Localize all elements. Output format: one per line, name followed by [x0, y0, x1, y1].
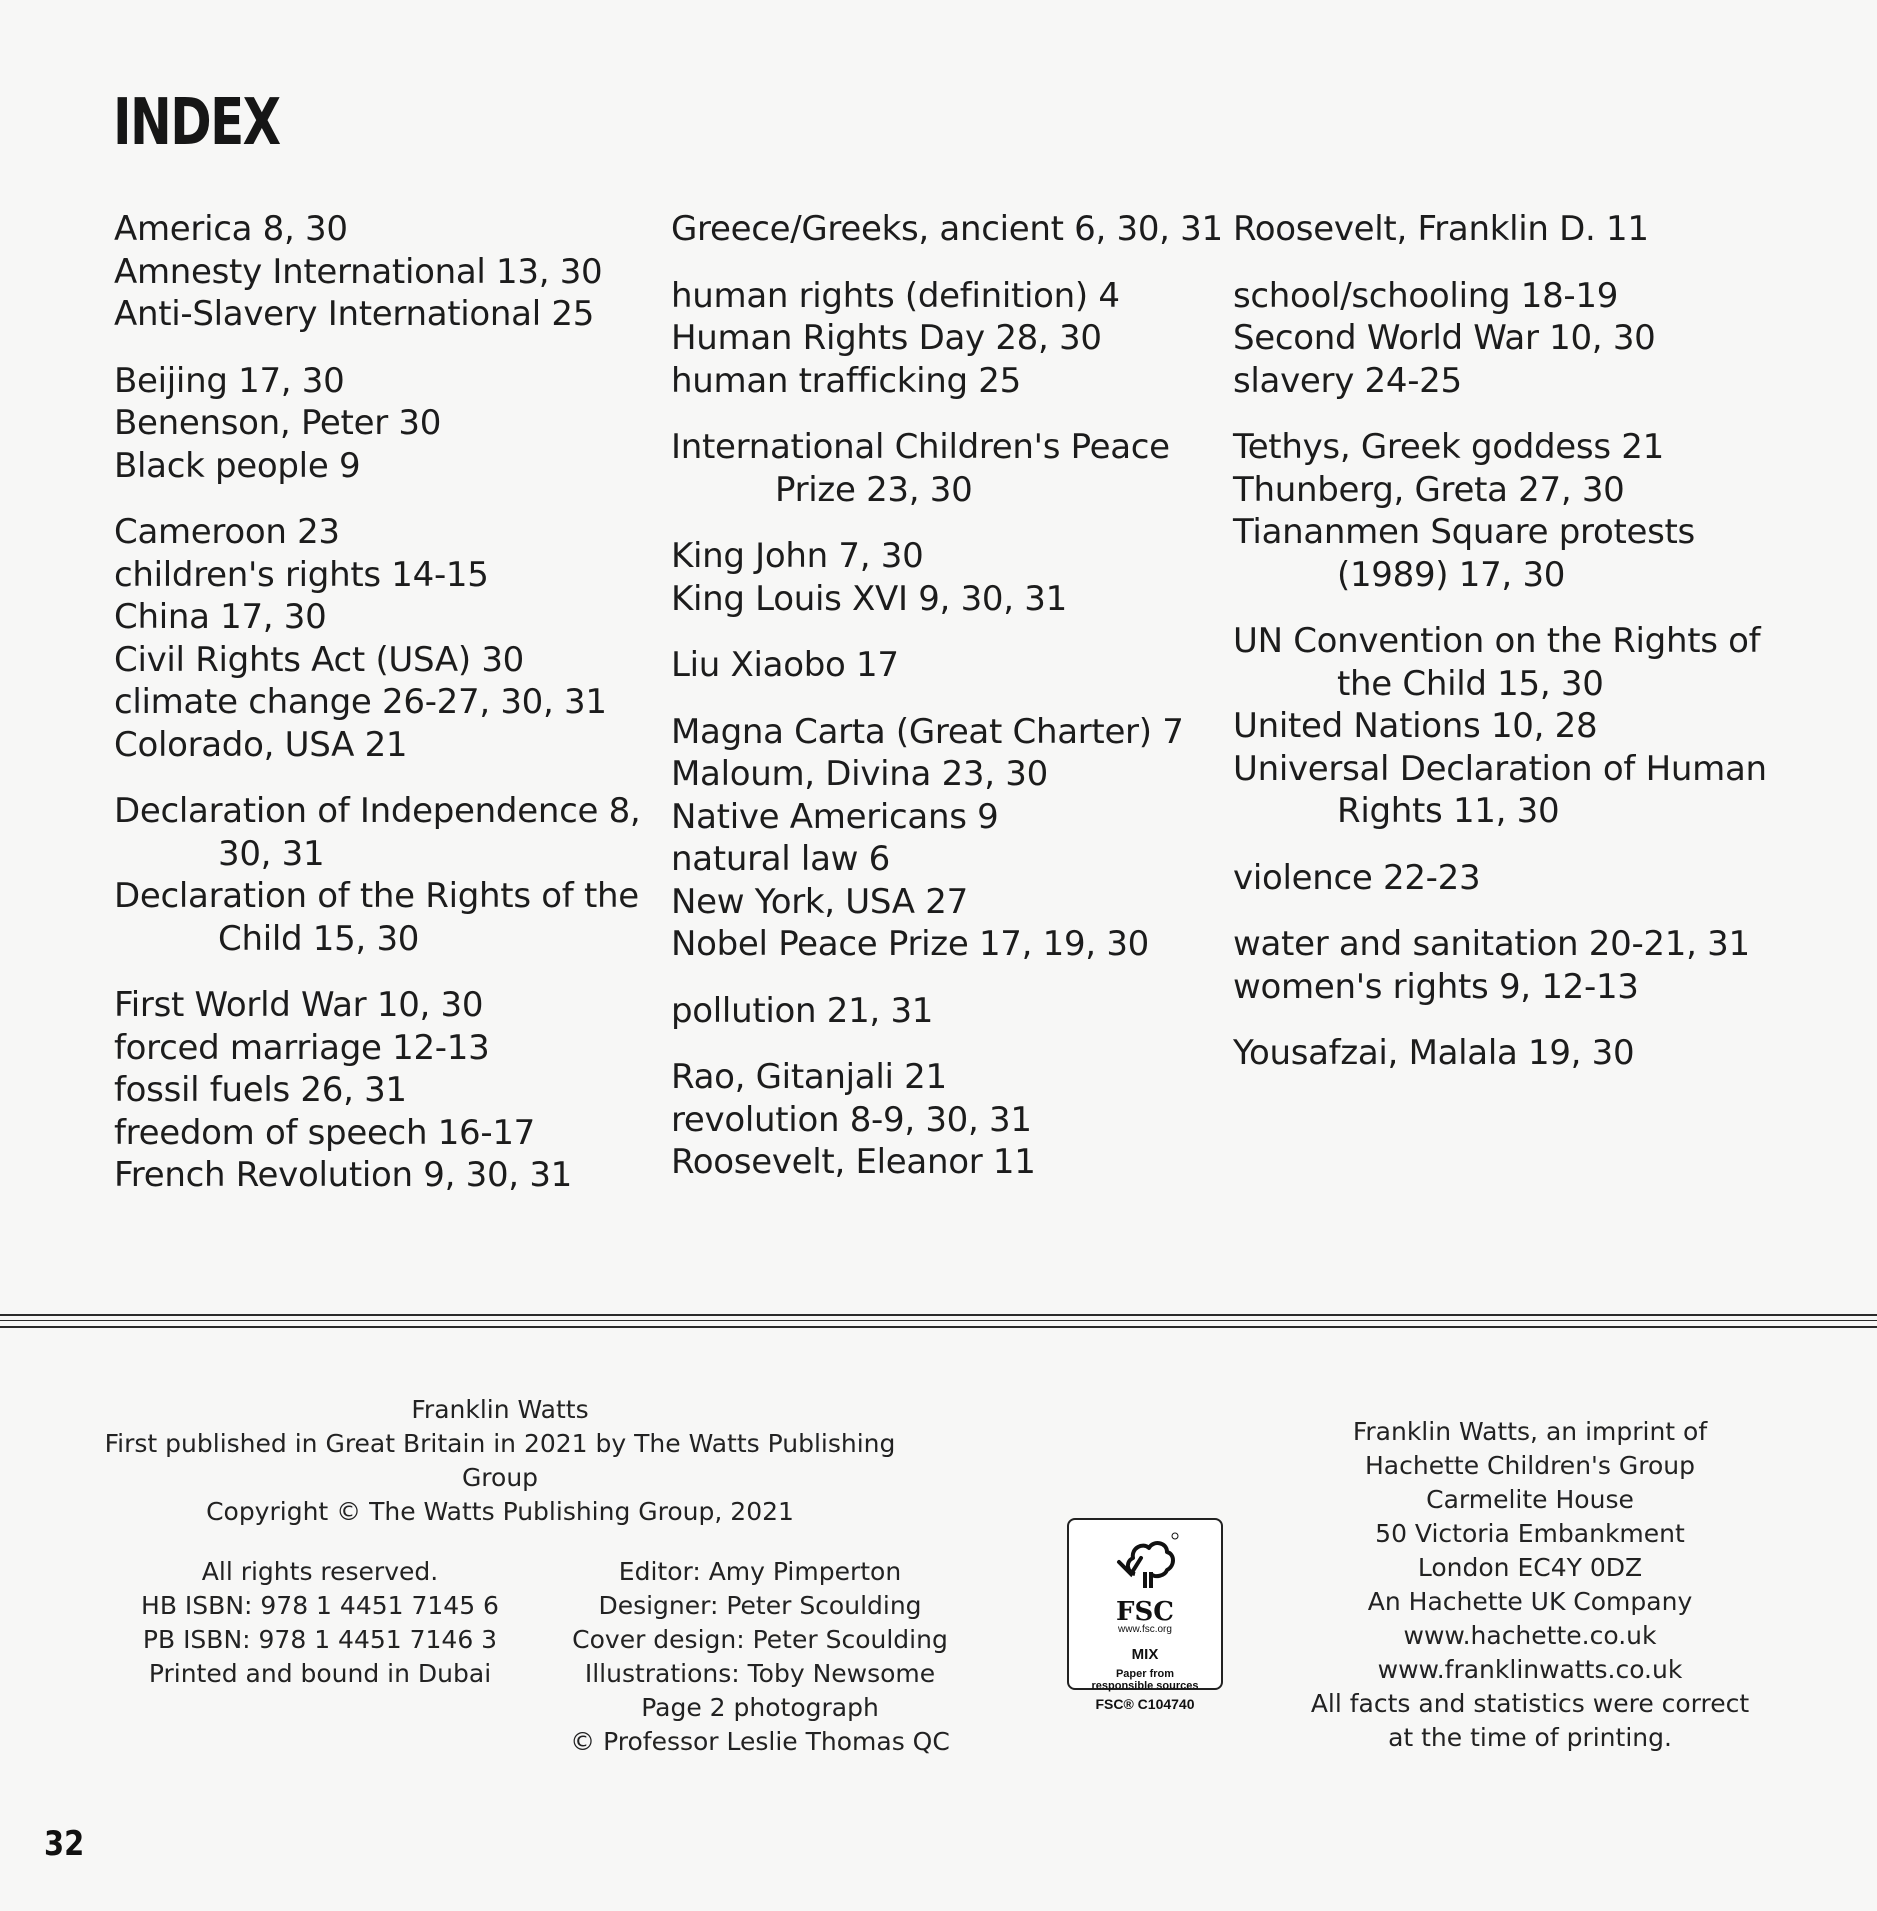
- address-line: Hachette Children's Group: [1365, 1451, 1695, 1480]
- index-entry: fossil fuels 26, 31: [114, 1070, 407, 1110]
- imprint-header: [100, 1393, 900, 1529]
- photo-credit-holder: © Professor Leslie Thomas QC: [570, 1727, 950, 1756]
- index-group-y: [1233, 1032, 1793, 1075]
- index-entry: Amnesty International 13, 30: [114, 251, 603, 292]
- index-column-2: [671, 208, 1223, 1208]
- index-entry: French Revolution 9, 30, 31: [114, 1155, 572, 1195]
- printed-in: Printed and bound in Dubai: [148, 1659, 492, 1688]
- index-group-d: [114, 790, 654, 960]
- index-entry: Yousafzai, Malala 19, 30: [1233, 1033, 1635, 1073]
- index-entry: school/schooling 18-19: [1233, 275, 1619, 316]
- address-line: Franklin Watts, an imprint of: [1352, 1417, 1708, 1446]
- index-entry: Roosevelt, Franklin D. 11: [1233, 209, 1649, 249]
- divider-rule: [0, 1314, 1877, 1316]
- company-url: www.franklinwatts.co.uk: [1377, 1655, 1683, 1684]
- index-entry: UN Convention on the Rights of: [1233, 621, 1761, 661]
- page-number: 32: [44, 1824, 85, 1864]
- index-entry: Nobel Peace Prize 17, 19, 30: [671, 924, 1149, 964]
- index-group-r2: [1233, 208, 1793, 251]
- index-entry: women's rights 9, 12-13: [1233, 966, 1639, 1007]
- imprint-rights: [120, 1555, 520, 1691]
- index-group-m-n: [671, 711, 1211, 966]
- index-entry: children's rights 14-15: [114, 554, 489, 595]
- index-entry: Liu Xiaobo 17: [671, 645, 899, 685]
- index-entry: Tiananmen Square protests: [1233, 512, 1695, 552]
- editor-credit: Editor: Amy Pimperton: [618, 1557, 902, 1586]
- index-entry: human trafficking 25: [671, 360, 1021, 401]
- index-entry: King John 7, 30: [671, 536, 924, 576]
- index-entry: China 17, 30: [114, 597, 327, 637]
- index-entry-continued: Rights 11, 30: [1337, 791, 1560, 831]
- divider-rule: [0, 1326, 1877, 1328]
- address-line: Carmelite House: [1426, 1485, 1634, 1514]
- index-entry: violence 22-23: [1233, 857, 1481, 898]
- index-entry: Benenson, Peter 30: [114, 403, 442, 443]
- index-entry: King Louis XVI 9, 30, 31: [671, 578, 1067, 619]
- index-entry: Declaration of the Rights of the: [114, 876, 639, 916]
- index-entry: forced marriage 12-13: [114, 1027, 490, 1068]
- index-entry-continued: (1989) 17, 30: [1337, 554, 1566, 595]
- index-group-f: [114, 984, 654, 1197]
- index-entry: Beijing 17, 30: [114, 360, 345, 401]
- index-group-u: [1233, 620, 1793, 833]
- index-entry: Magna Carta (Great Charter) 7: [671, 711, 1184, 752]
- address-line: London EC4Y 0DZ: [1417, 1553, 1643, 1582]
- fsc-tree-icon: [1105, 1528, 1185, 1598]
- company-line: An Hachette UK Company: [1367, 1587, 1693, 1616]
- divider-rule: [0, 1320, 1877, 1321]
- index-entry: Native Americans 9: [671, 796, 999, 837]
- index-entry: human rights (definition) 4: [671, 275, 1120, 316]
- index-entry-continued: Child 15, 30: [218, 918, 420, 959]
- index-group-k: [671, 535, 1211, 620]
- index-entry: Rao, Gitanjali 21: [671, 1057, 947, 1097]
- index-entry: First World War 10, 30: [114, 985, 484, 1025]
- fsc-source: Paper from: [1115, 1668, 1175, 1680]
- fsc-mix: MIX: [1131, 1646, 1159, 1663]
- first-published: First published in Great Britain in 2021 by The Watts Publishing Group: [104, 1429, 896, 1492]
- index-entry: Human Rights Day 28, 30: [671, 318, 1102, 358]
- index-entry-continued: the Child 15, 30: [1337, 663, 1604, 704]
- index-entry: Tethys, Greek goddess 21: [1233, 427, 1664, 467]
- index-group-p: [671, 990, 1211, 1033]
- imprint-address: [1280, 1415, 1780, 1755]
- designer-credit: Designer: Peter Scoulding: [598, 1591, 922, 1620]
- index-title: INDEX: [113, 86, 280, 160]
- index-entry: Cameroon 23: [114, 512, 340, 552]
- index-entry: Thunberg, Greta 27, 30: [1233, 469, 1625, 510]
- index-entry: America 8, 30: [114, 209, 348, 249]
- index-group-g: [671, 208, 1223, 251]
- address-line: 50 Victoria Embankment: [1375, 1519, 1685, 1548]
- index-entry: Roosevelt, Eleanor 11: [671, 1142, 1036, 1182]
- rights-reserved: All rights reserved.: [201, 1557, 439, 1586]
- index-entry: Colorado, USA 21: [114, 724, 408, 765]
- fsc-logo: [1067, 1518, 1223, 1712]
- index-entry: slavery 24-25: [1233, 360, 1462, 401]
- index-entry: pollution 21, 31: [671, 990, 934, 1031]
- cover-design-credit: Cover design: Peter Scoulding: [572, 1625, 948, 1654]
- index-entry: United Nations 10, 28: [1233, 706, 1598, 746]
- pb-isbn: PB ISBN: 978 1 4451 7146 3: [142, 1625, 498, 1654]
- index-entry: Civil Rights Act (USA) 30: [114, 639, 525, 680]
- imprint-credits: [560, 1555, 960, 1759]
- index-entry: Black people 9: [114, 445, 361, 486]
- index-group-w: [1233, 923, 1793, 1008]
- facts-note: at the time of printing.: [1388, 1723, 1672, 1752]
- index-entry: Maloum, Divina 23, 30: [671, 754, 1048, 794]
- fsc-name: FSC: [1116, 1597, 1174, 1627]
- index-group-c: [114, 511, 654, 766]
- index-entry-continued: Prize 23, 30: [775, 469, 973, 510]
- index-entry: Anti-Slavery International 25: [114, 294, 595, 334]
- index-entry: Second World War 10, 30: [1233, 318, 1656, 358]
- index-group-b: [114, 360, 654, 488]
- index-column-1: [114, 208, 654, 1221]
- facts-note: All facts and statistics were correct: [1310, 1689, 1750, 1718]
- index-group-a: [114, 208, 654, 336]
- index-entry: Greece/Greeks, ancient 6, 30, 31: [671, 209, 1223, 249]
- index-entry: freedom of speech 16-17: [114, 1112, 536, 1153]
- index-entry: natural law 6: [671, 839, 890, 879]
- index-entry: water and sanitation 20-21, 31: [1233, 924, 1750, 964]
- fsc-url: www.fsc.org: [1118, 1624, 1172, 1635]
- index-group-r: [671, 1056, 1211, 1184]
- company-url: www.hachette.co.uk: [1403, 1621, 1657, 1650]
- index-group-l: [671, 644, 1211, 687]
- index-entry: revolution 8-9, 30, 31: [671, 1099, 1032, 1140]
- publisher-name: Franklin Watts: [411, 1395, 589, 1424]
- fsc-source: responsible sources: [1091, 1680, 1199, 1692]
- index-entry: Universal Declaration of Human: [1233, 748, 1767, 789]
- fsc-code: FSC® C104740: [1095, 1696, 1195, 1712]
- index-entry: Declaration of Independence 8,: [114, 791, 641, 831]
- index-entry: International Children's Peace: [671, 427, 1170, 467]
- index-entry-continued: 30, 31: [218, 833, 325, 874]
- copyright-line: Copyright © The Watts Publishing Group, 2021: [206, 1497, 794, 1526]
- photo-credit: Page 2 photograph: [641, 1693, 879, 1722]
- index-group-i: [671, 426, 1211, 511]
- index-column-3: [1233, 208, 1793, 1099]
- index-entry: climate change 26-27, 30, 31: [114, 682, 607, 722]
- index-entry: New York, USA 27: [671, 881, 968, 922]
- hb-isbn: HB ISBN: 978 1 4451 7145 6: [141, 1591, 499, 1620]
- index-group-h: [671, 275, 1211, 403]
- index-group-t: [1233, 426, 1793, 596]
- index-group-v: [1233, 857, 1793, 900]
- illustrations-credit: Illustrations: Toby Newsome: [584, 1659, 936, 1688]
- index-group-s: [1233, 275, 1793, 403]
